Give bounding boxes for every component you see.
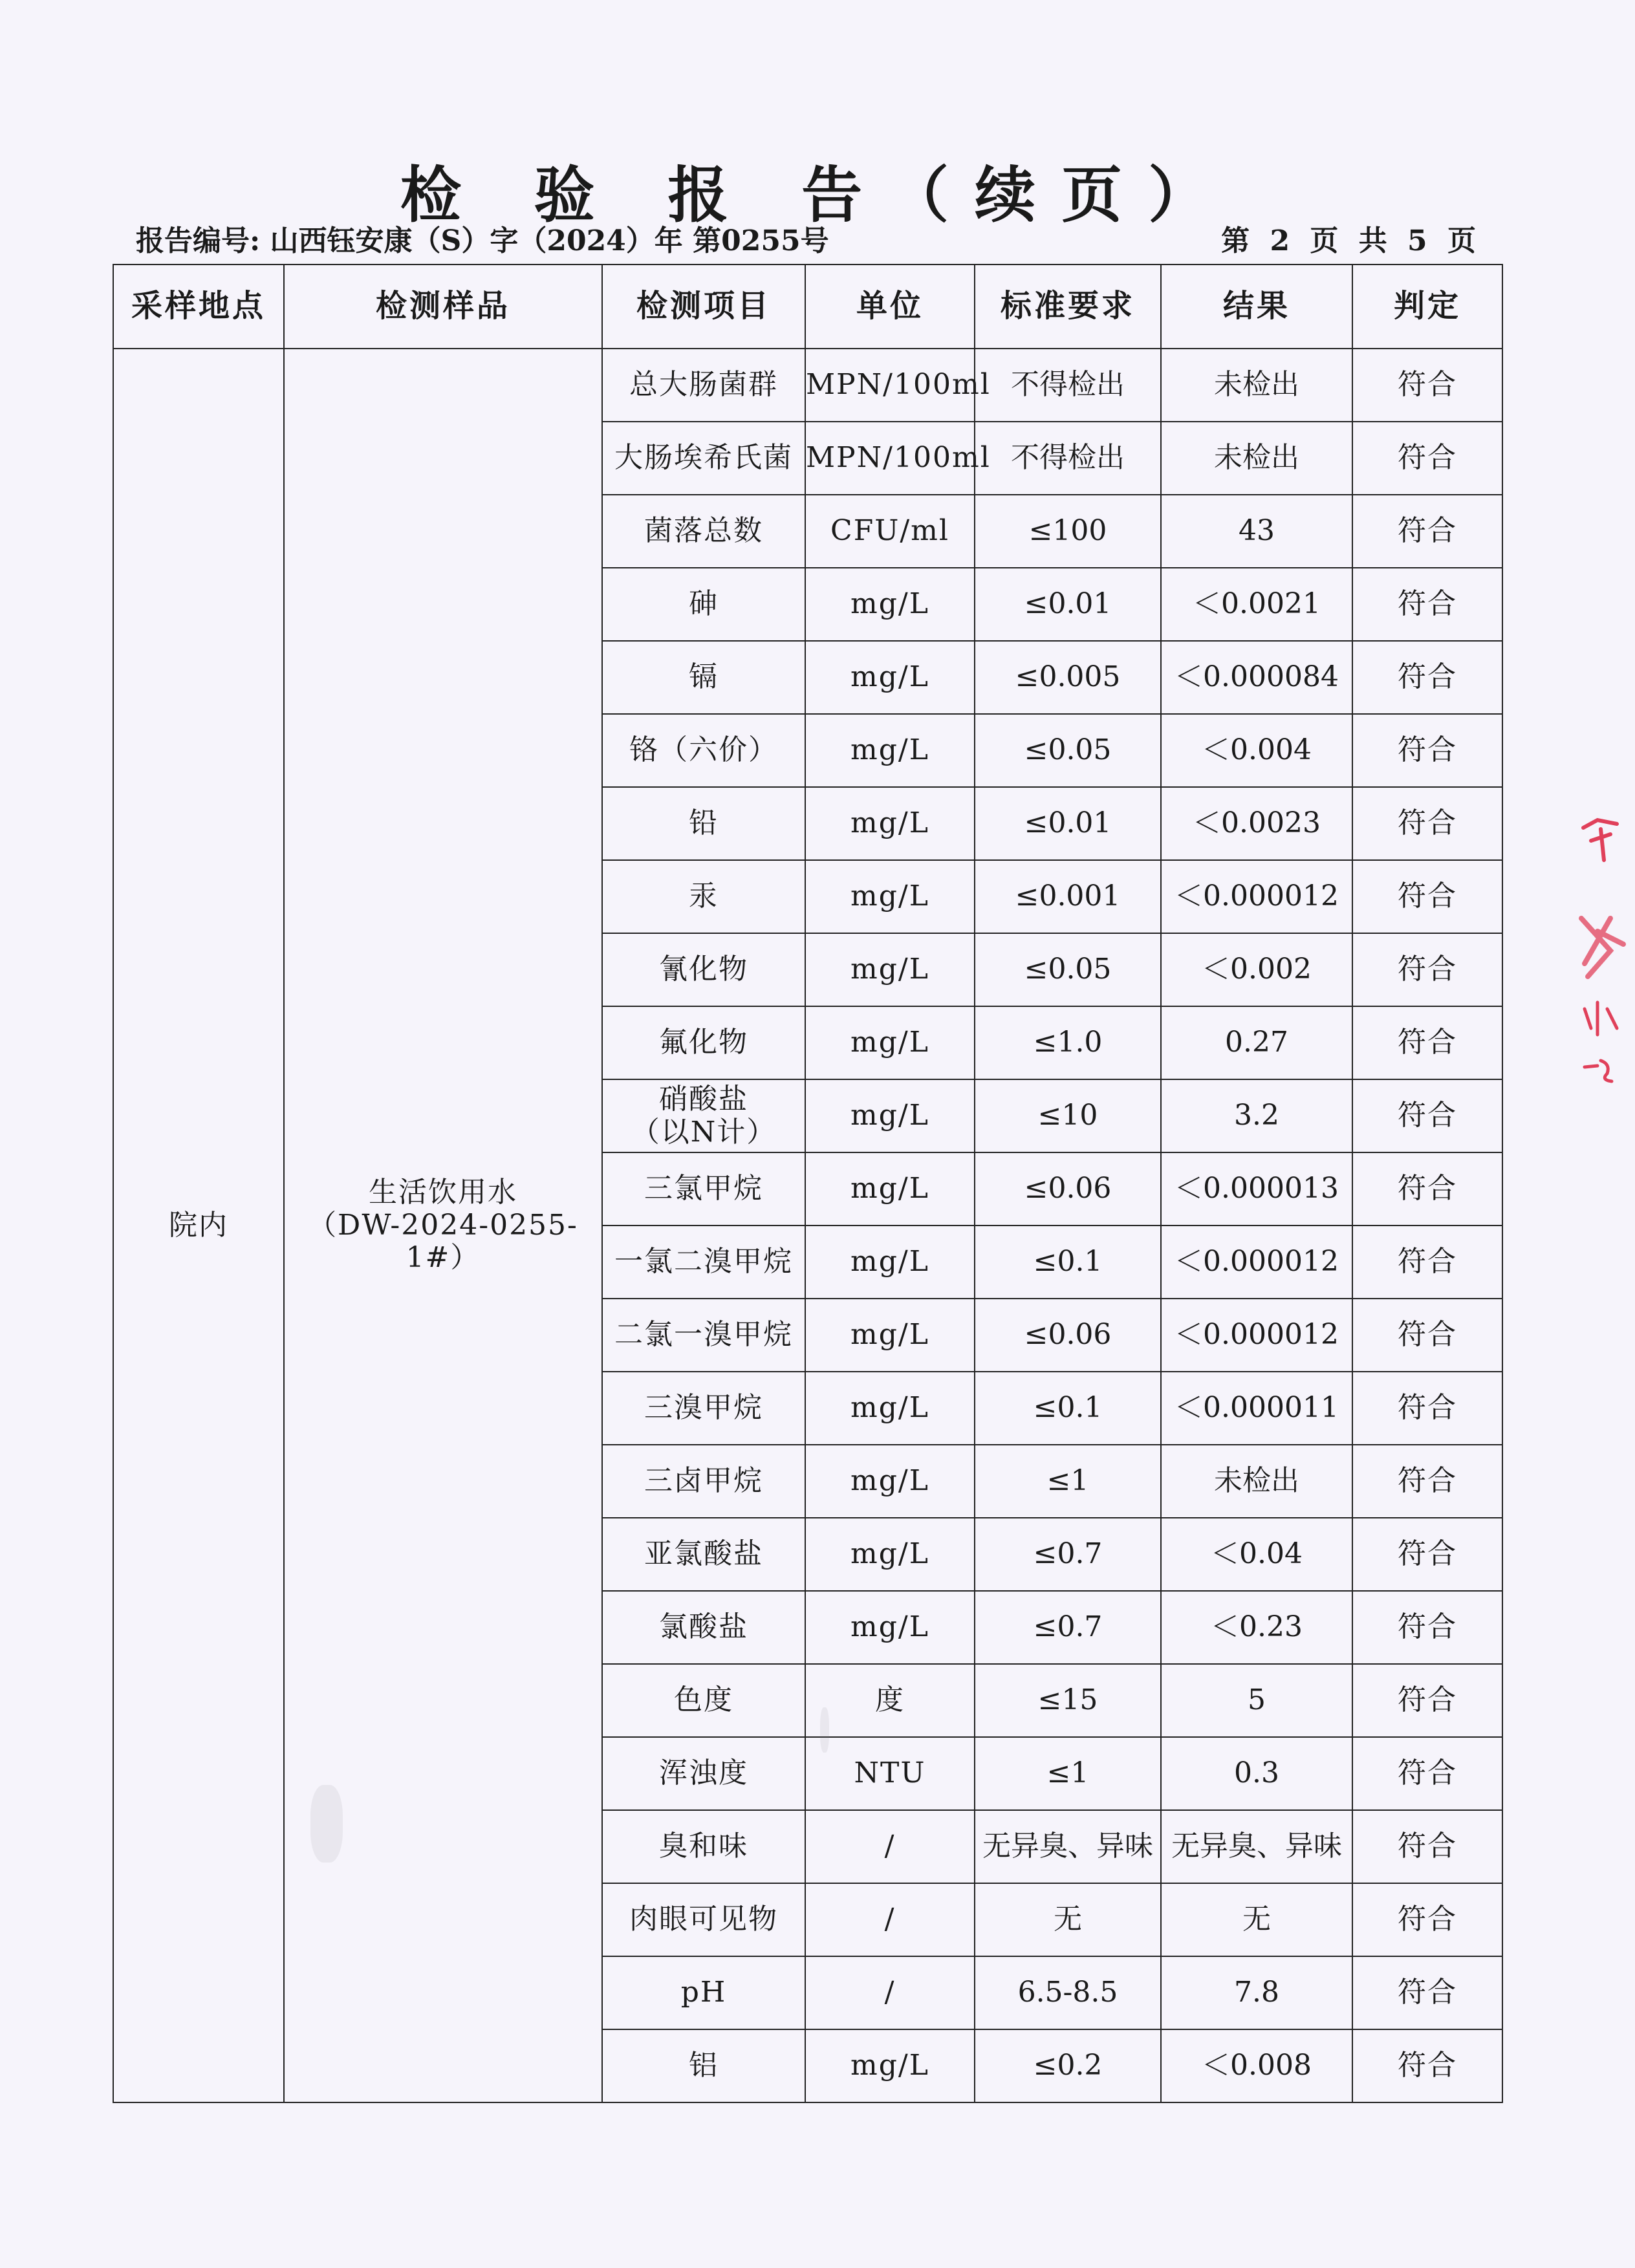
standard-cell: ≤0.2 bbox=[975, 2029, 1161, 2102]
result-cell: ＜0.04 bbox=[1161, 1518, 1352, 1591]
unit-cell: mg/L bbox=[805, 933, 975, 1006]
result-cell: 0.27 bbox=[1161, 1006, 1352, 1079]
unit-cell: mg/L bbox=[805, 1226, 975, 1299]
page-indicator: 第 2 页 共 5 页 bbox=[1221, 224, 1481, 257]
sampling-location-cell: 院内 bbox=[113, 349, 284, 2102]
judgement-cell: 符合 bbox=[1352, 860, 1502, 933]
standard-cell: ≤1.0 bbox=[975, 1006, 1161, 1079]
result-cell: 0.3 bbox=[1161, 1737, 1352, 1810]
standard-cell: ≤15 bbox=[975, 1664, 1161, 1737]
unit-cell: MPN/100ml bbox=[805, 349, 975, 422]
header-sample: 检测样品 bbox=[284, 265, 602, 349]
header-judgement: 判定 bbox=[1352, 265, 1502, 349]
standard-cell: 不得检出 bbox=[975, 422, 1161, 495]
test-item-cell: 汞 bbox=[602, 860, 805, 933]
header-sampling-location: 采样地点 bbox=[113, 265, 284, 349]
judgement-cell: 符合 bbox=[1352, 641, 1502, 714]
unit-cell: / bbox=[805, 1810, 975, 1883]
result-cell: 5 bbox=[1161, 1664, 1352, 1737]
standard-cell: ≤0.06 bbox=[975, 1152, 1161, 1226]
test-item-cell: 色度 bbox=[602, 1664, 805, 1737]
header-result: 结果 bbox=[1161, 265, 1352, 349]
header-standard: 标准要求 bbox=[975, 265, 1161, 349]
judgement-cell: 符合 bbox=[1352, 1591, 1502, 1664]
result-cell: ＜0.002 bbox=[1161, 933, 1352, 1006]
unit-cell: mg/L bbox=[805, 1591, 975, 1664]
test-item-cell: 砷 bbox=[602, 568, 805, 641]
result-cell: ＜0.000012 bbox=[1161, 1299, 1352, 1372]
standard-cell: ≤0.001 bbox=[975, 860, 1161, 933]
judgement-cell: 符合 bbox=[1352, 1079, 1502, 1152]
sample-name: 生活饮用水 bbox=[369, 1176, 517, 1209]
test-item-cell: 三氯甲烷 bbox=[602, 1152, 805, 1226]
test-item-cell: 氰化物 bbox=[602, 933, 805, 1006]
result-cell: ＜0.000011 bbox=[1161, 1372, 1352, 1445]
unit-cell: mg/L bbox=[805, 641, 975, 714]
test-item-cell: 菌落总数 bbox=[602, 495, 805, 568]
result-cell: ＜0.23 bbox=[1161, 1591, 1352, 1664]
standard-cell: 不得检出 bbox=[975, 349, 1161, 422]
standard-cell: ≤0.1 bbox=[975, 1372, 1161, 1445]
unit-cell: CFU/ml bbox=[805, 495, 975, 568]
test-item-cell: 臭和味 bbox=[602, 1810, 805, 1883]
unit-cell: / bbox=[805, 1956, 975, 2029]
result-cell: ＜0.000012 bbox=[1161, 860, 1352, 933]
standard-cell: 无异臭、异味 bbox=[975, 1810, 1161, 1883]
judgement-cell: 符合 bbox=[1352, 1006, 1502, 1079]
unit-cell: 度 bbox=[805, 1664, 975, 1737]
scan-smudge bbox=[310, 1785, 343, 1863]
result-cell: 无异臭、异味 bbox=[1161, 1810, 1352, 1883]
judgement-cell: 符合 bbox=[1352, 1518, 1502, 1591]
result-cell: 7.8 bbox=[1161, 1956, 1352, 2029]
standard-cell: ≤10 bbox=[975, 1079, 1161, 1152]
unit-cell: mg/L bbox=[805, 787, 975, 860]
unit-cell: MPN/100ml bbox=[805, 422, 975, 495]
result-cell: 未检出 bbox=[1161, 422, 1352, 495]
standard-cell: ≤100 bbox=[975, 495, 1161, 568]
page-title: 检 验 报 告（续页） bbox=[400, 160, 1235, 231]
judgement-cell: 符合 bbox=[1352, 349, 1502, 422]
unit-cell: mg/L bbox=[805, 1152, 975, 1226]
judgement-cell: 符合 bbox=[1352, 1372, 1502, 1445]
judgement-cell: 符合 bbox=[1352, 1737, 1502, 1810]
judgement-cell: 符合 bbox=[1352, 1152, 1502, 1226]
judgement-cell: 符合 bbox=[1352, 933, 1502, 1006]
judgement-cell: 符合 bbox=[1352, 787, 1502, 860]
result-cell: 无 bbox=[1161, 1883, 1352, 1956]
result-cell: ＜0.004 bbox=[1161, 714, 1352, 787]
standard-cell: 无 bbox=[975, 1883, 1161, 1956]
standard-cell: ≤1 bbox=[975, 1445, 1161, 1518]
standard-cell: ≤0.01 bbox=[975, 787, 1161, 860]
result-cell: ＜0.000084 bbox=[1161, 641, 1352, 714]
sample-code: （DW-2024-0255-1#） bbox=[308, 1208, 578, 1275]
test-item-cell: 肉眼可见物 bbox=[602, 1883, 805, 1956]
test-item-cell: 铬（六价） bbox=[602, 714, 805, 787]
report-subheader bbox=[136, 217, 1481, 263]
test-item-cell: 浑浊度 bbox=[602, 1737, 805, 1810]
unit-cell: / bbox=[805, 1883, 975, 1956]
judgement-cell: 符合 bbox=[1352, 495, 1502, 568]
standard-cell: ≤0.01 bbox=[975, 568, 1161, 641]
result-cell: 3.2 bbox=[1161, 1079, 1352, 1152]
standard-cell: ≤0.06 bbox=[975, 1299, 1161, 1372]
result-cell: ＜0.0021 bbox=[1161, 568, 1352, 641]
judgement-cell: 符合 bbox=[1352, 568, 1502, 641]
standard-cell: ≤0.7 bbox=[975, 1591, 1161, 1664]
result-cell: ＜0.000012 bbox=[1161, 1226, 1352, 1299]
table-row bbox=[113, 349, 1502, 422]
unit-cell: mg/L bbox=[805, 714, 975, 787]
test-item-cell: 铝 bbox=[602, 2029, 805, 2102]
judgement-cell: 符合 bbox=[1352, 714, 1502, 787]
result-cell: ＜0.0023 bbox=[1161, 787, 1352, 860]
judgement-cell: 符合 bbox=[1352, 1299, 1502, 1372]
standard-cell: 6.5-8.5 bbox=[975, 1956, 1161, 2029]
table-header-row bbox=[113, 265, 1502, 349]
standard-cell: ≤0.1 bbox=[975, 1226, 1161, 1299]
result-cell: 43 bbox=[1161, 495, 1352, 568]
test-item-cell: 镉 bbox=[602, 641, 805, 714]
unit-cell: mg/L bbox=[805, 860, 975, 933]
standard-cell: ≤1 bbox=[975, 1737, 1161, 1810]
result-cell: 未检出 bbox=[1161, 1445, 1352, 1518]
judgement-cell: 符合 bbox=[1352, 2029, 1502, 2102]
standard-cell: ≤0.7 bbox=[975, 1518, 1161, 1591]
judgement-cell: 符合 bbox=[1352, 1883, 1502, 1956]
judgement-cell: 符合 bbox=[1352, 422, 1502, 495]
unit-cell: mg/L bbox=[805, 1372, 975, 1445]
unit-cell: mg/L bbox=[805, 1006, 975, 1079]
result-cell: ＜0.008 bbox=[1161, 2029, 1352, 2102]
unit-cell: mg/L bbox=[805, 2029, 975, 2102]
unit-cell: mg/L bbox=[805, 1445, 975, 1518]
result-cell: ＜0.000013 bbox=[1161, 1152, 1352, 1226]
unit-cell: mg/L bbox=[805, 568, 975, 641]
test-item-cell: 氟化物 bbox=[602, 1006, 805, 1079]
judgement-cell: 符合 bbox=[1352, 1445, 1502, 1518]
unit-cell: mg/L bbox=[805, 1079, 975, 1152]
test-item-cell: 硝酸盐 （以N计） bbox=[602, 1079, 805, 1152]
judgement-cell: 符合 bbox=[1352, 1664, 1502, 1737]
test-item-cell: 二氯一溴甲烷 bbox=[602, 1299, 805, 1372]
report-number: 报告编号: 山西钰安康（S）字（2024）年 第0255号 bbox=[136, 224, 829, 257]
scan-smudge bbox=[820, 1707, 829, 1753]
test-item-cell: 氯酸盐 bbox=[602, 1591, 805, 1664]
test-item-cell: 三溴甲烷 bbox=[602, 1372, 805, 1445]
test-item-cell: 大肠埃希氏菌 bbox=[602, 422, 805, 495]
unit-cell: mg/L bbox=[805, 1299, 975, 1372]
test-item-cell: 三卤甲烷 bbox=[602, 1445, 805, 1518]
standard-cell: ≤0.005 bbox=[975, 641, 1161, 714]
result-cell: 未检出 bbox=[1161, 349, 1352, 422]
header-unit: 单位 bbox=[805, 265, 975, 349]
test-item-cell: 亚氯酸盐 bbox=[602, 1518, 805, 1591]
standard-cell: ≤0.05 bbox=[975, 714, 1161, 787]
judgement-cell: 符合 bbox=[1352, 1226, 1502, 1299]
judgement-cell: 符合 bbox=[1352, 1956, 1502, 2029]
unit-cell: NTU bbox=[805, 1737, 975, 1810]
test-item-cell: pH bbox=[602, 1956, 805, 2029]
header-test-item: 检测项目 bbox=[602, 265, 805, 349]
test-item-cell: 一氯二溴甲烷 bbox=[602, 1226, 805, 1299]
test-item-cell: 总大肠菌群 bbox=[602, 349, 805, 422]
red-seal-stamp bbox=[1572, 815, 1635, 1125]
standard-cell: ≤0.05 bbox=[975, 933, 1161, 1006]
judgement-cell: 符合 bbox=[1352, 1810, 1502, 1883]
unit-cell: mg/L bbox=[805, 1518, 975, 1591]
test-item-cell: 铅 bbox=[602, 787, 805, 860]
